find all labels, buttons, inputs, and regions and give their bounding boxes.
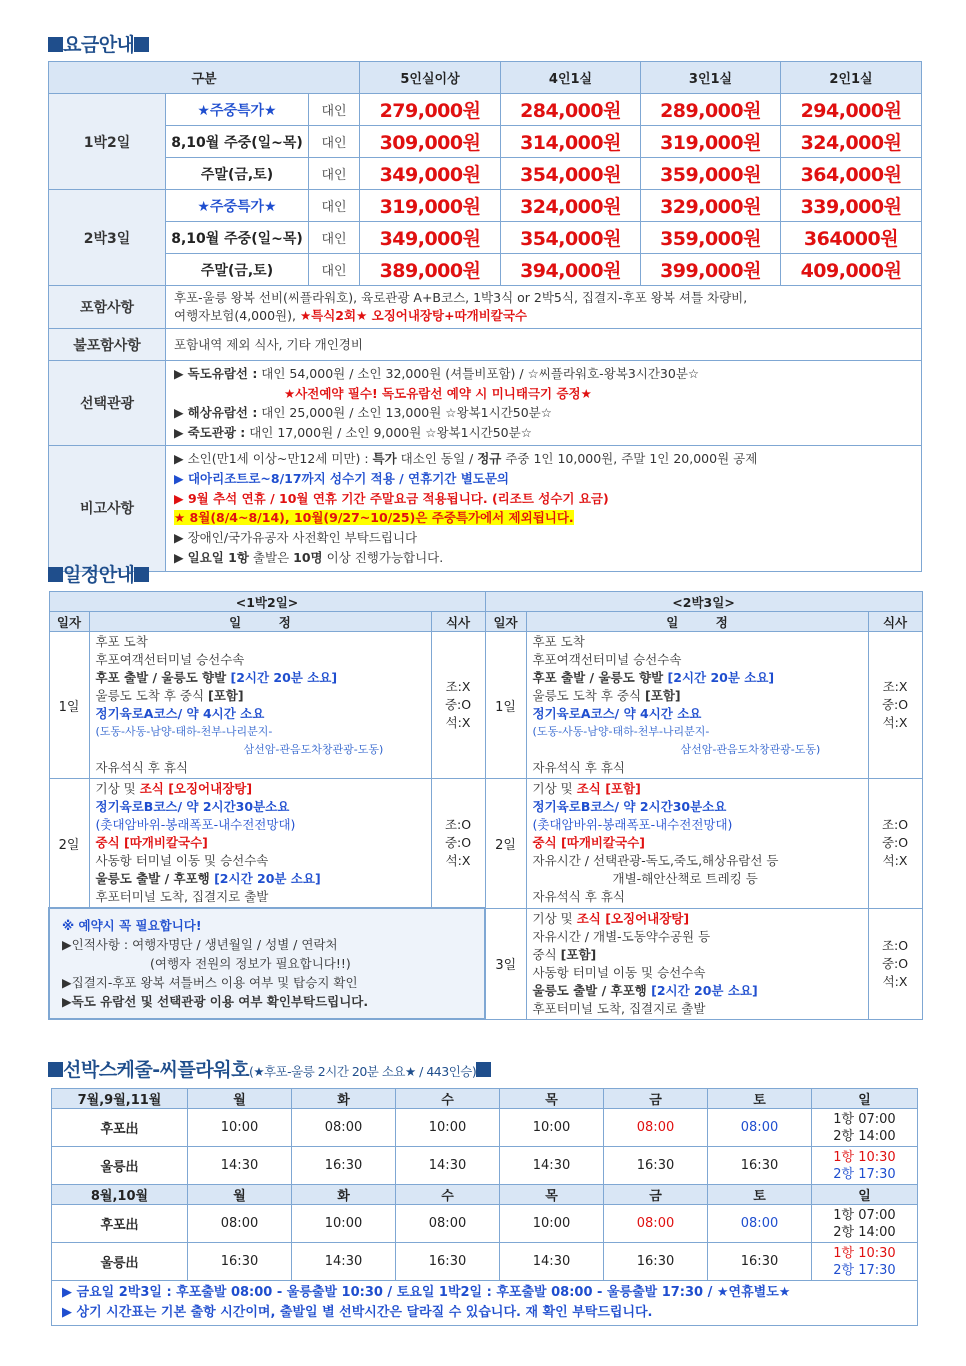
optional-jukdo-label: 죽도관광 :	[187, 424, 246, 440]
meal-cell	[868, 632, 922, 779]
plan-lunch: 중식 [따개비칼국수]	[532, 835, 645, 851]
optional-sea-price: 대인 25,000원 / 소인 13,000원 ☆왕복1시간50분☆	[257, 405, 552, 420]
day-thu: 목	[500, 1185, 604, 1205]
remarks-line: ▶ 9월 추석 연휴 / 10월 연휴 기간 주말요금 적용됩니다. (리조트 성수기 요금)	[174, 490, 609, 506]
plan-arrive: 울릉도 도착 후 중식	[95, 688, 208, 703]
adult-label: 대인	[309, 254, 360, 286]
fee-title-text: 요금안내	[63, 34, 135, 56]
row-label: 8,10월 주중(일~목)	[166, 126, 309, 158]
remark-child: 소인(만1세 이상~만12세 미만) :	[187, 451, 373, 466]
row-label: 주말(금,토)	[166, 254, 309, 286]
ship-footnote	[52, 1281, 918, 1326]
plan-depart: 후포 출발 / 울릉도 향발	[95, 670, 231, 685]
included-line	[174, 307, 913, 325]
plan-line	[533, 687, 862, 705]
meal-cell	[431, 632, 485, 779]
time-cell: 08:00	[604, 1109, 708, 1147]
adult-label: 대인	[309, 190, 360, 222]
col-plan: 일 정	[89, 612, 431, 632]
time-cell: 08:00	[604, 1205, 708, 1243]
note-title: ※ 예약시 꼭 필요합니다!	[62, 918, 202, 933]
day-fri: 금	[604, 1089, 708, 1109]
plan-breakfast: 조식 [포함]	[576, 781, 641, 797]
hupo-label: 후포出	[52, 1109, 188, 1147]
note-line: ▶집결지-후포 왕복 셔틀버스 이용 여부 및 탑승지 확인	[62, 975, 358, 990]
sun-first: 1항 10:30	[833, 1149, 896, 1165]
plan-line	[96, 780, 425, 798]
time-cell: 08:00	[292, 1109, 396, 1147]
plan-wake: 기상 및	[532, 910, 577, 926]
plan-line	[533, 780, 862, 798]
plan-course-a: 정기육로A코스/ 약 4시간 소요	[532, 706, 702, 721]
plan-included: [포함]	[208, 688, 244, 703]
excluded-text: 포함내역 제외 식사, 기타 개인경비	[166, 329, 922, 361]
plan-line: 후포 도착	[95, 634, 148, 649]
price-cell: 409,000원	[781, 254, 922, 286]
plan-duration: [2시간 20분 소요]	[667, 670, 775, 685]
note-line: ▶인적사항 : 여행자명단 / 생년월일 / 성별 / 연락처	[62, 937, 338, 952]
day1-plan-b	[526, 632, 868, 779]
ulleung-label: 울릉出	[52, 1243, 188, 1281]
price-header-category: 구분	[49, 62, 360, 94]
price-cell: 349,000원	[360, 158, 501, 190]
square-bullet-icon	[48, 37, 63, 52]
plan-line	[96, 687, 425, 705]
price-header-3p: 3인1실	[641, 62, 781, 94]
price-cell: 324,000원	[501, 190, 641, 222]
time-cell: 10:00	[500, 1109, 604, 1147]
price-header-5p: 5인실이상	[360, 62, 501, 94]
price-cell: 354,000원	[501, 222, 641, 254]
optional-reservation-note: ★사전예약 필수! 독도유람선 예약 시 미니태극기 증정★	[284, 385, 592, 401]
time-cell: 10:00	[188, 1109, 292, 1147]
included-line: 후포-울릉 왕복 선비(씨플라워호), 육로관광 A+B코스, 1박3식 or 2박5식, 집결지-후포 왕복 셔틀 차량비,	[174, 290, 748, 305]
price-cell: 319,000원	[360, 190, 501, 222]
plan-course-a: 정기육로A코스/ 약 4시간 소요	[95, 706, 265, 721]
plan-depart: 울릉도 출발 / 후포행	[532, 982, 652, 998]
plan-course-b: 정기육로B코스/ 약 2시간30분소요	[532, 799, 727, 815]
plan-line	[96, 669, 425, 687]
meal-dinner: 석:X	[882, 853, 908, 869]
time-cell: 16:30	[604, 1243, 708, 1281]
price-header-4p: 4인1실	[501, 62, 641, 94]
remark-min: 이상 진행가능합니다.	[322, 549, 444, 565]
optional-line: ▶ 해상유람선 : 대인 25,000원 / 소인 13,000원 ☆왕복1시간50분☆	[174, 405, 552, 420]
remarks-line: ▶ 장애인/국가유공자 사전확인 부탁드립니다	[174, 530, 418, 546]
footnote-line: ▶ 상기 시간표는 기본 출항 시간이며, 출발일 별 선박시간은 달라질 수 있습니다. 재 확인 부탁드립니다.	[62, 1305, 653, 1320]
price-cell: 364000원	[781, 222, 922, 254]
price-cell: 364,000원	[781, 158, 922, 190]
day-cell: 1일	[485, 632, 526, 779]
remarks-line: ▶ 소인(만1세 이상~만12세 미만) : 특가 대소인 동일 / 정규 주중 1인 10,000원, 주말 1인 20,000원 공제	[174, 451, 758, 466]
adult-label: 대인	[309, 158, 360, 190]
sun-time-cell	[812, 1147, 918, 1185]
remark-holiday: 9월 추석 연휴 / 10월 연휴 기간 주말요금 적용됩니다. (리조트 성수기 요금)	[187, 490, 609, 506]
plan-breakfast: 조식 [오징어내장탕]	[139, 781, 253, 796]
meal-cell	[868, 908, 922, 1019]
price-header-2p: 2인1실	[781, 62, 922, 94]
plan-line: 자유석식 후 휴식	[532, 889, 626, 905]
plan-line	[533, 669, 862, 687]
sun-second: 2항 14:00	[833, 1224, 896, 1240]
time-cell: 08:00	[396, 1205, 500, 1243]
remark-special: 특가	[372, 451, 397, 466]
day-sat: 토	[708, 1089, 812, 1109]
plan-wake: 기상 및	[95, 781, 140, 796]
plan-line: 자유시간 / 선택관광-독도,죽도,해상유람선 등	[532, 853, 779, 869]
adult-label: 대인	[309, 126, 360, 158]
time-cell: 16:30	[604, 1147, 708, 1185]
plan-route: (도동-사동-남양-태하-천부-나리분지-	[95, 725, 273, 738]
day-fri: 금	[604, 1185, 708, 1205]
price-cell: 394,000원	[501, 254, 641, 286]
plan-line: 후포터미널 도착, 집결지로 출발	[532, 1000, 706, 1016]
optional-sea-label: 해상유람선 :	[187, 405, 258, 420]
plan-line: 자유시간 / 개별-도동약수공원 등	[532, 928, 711, 944]
meal-breakfast: 조:X	[882, 679, 908, 694]
period-label: 7월,9월,11월	[52, 1089, 188, 1109]
remark-resort: 대아리조트로~8/17까지 성수기 적용 / 연휴기간 별도문의	[187, 470, 510, 486]
note-line: (여행자 전원의 정보가 필요합니다!!)	[150, 956, 351, 971]
plan-route: (도동-사동-남양-태하-천부-나리분지-	[532, 725, 710, 738]
time-cell: 16:30	[292, 1147, 396, 1185]
optional-jukdo-price: 대인 17,000원 / 소인 9,000원 ☆왕복1시간50분☆	[245, 424, 532, 440]
remark-regular: 정규	[477, 451, 502, 466]
sun-time-cell	[812, 1205, 918, 1243]
excluded-label: 불포함사항	[49, 329, 166, 361]
price-cell: 319,000원	[641, 126, 781, 158]
time-cell: 14:30	[396, 1147, 500, 1185]
meal-lunch: 중:O	[444, 835, 472, 850]
price-cell: 284,000원	[501, 94, 641, 126]
day-cell: 1일	[49, 632, 89, 779]
time-cell: 14:30	[500, 1243, 604, 1281]
col-day: 일자	[49, 612, 89, 632]
optional-dokdo-label: 독도유람선 :	[187, 366, 258, 381]
meal-lunch: 중:O	[444, 697, 472, 712]
day-cell: 2일	[485, 779, 526, 909]
included-insurance: 여행자보험(4,000원),	[174, 308, 300, 323]
remark-same: 대소인 동일 /	[396, 451, 478, 466]
remarks-line: ▶ 일요일 1항 출발은 10명 이상 진행가능합니다.	[174, 549, 444, 565]
day-mon: 월	[188, 1089, 292, 1109]
group-name: 2박3일	[49, 190, 166, 286]
meal-dinner: 석:X	[445, 715, 471, 730]
plan-line: 후포여객선터미널 승선수속	[532, 652, 682, 667]
plan-included: [포함]	[560, 946, 597, 962]
sun-second: 2항 17:30	[833, 1262, 896, 1278]
col-meal: 식사	[868, 612, 922, 632]
sun-first: 1항 10:30	[833, 1245, 896, 1261]
itinerary-a-title: <1박2일>	[49, 592, 485, 612]
remark-depart: 출발은	[248, 549, 294, 565]
fee-section-title	[48, 30, 149, 57]
plan-depart: 울릉도 출발 / 후포행	[95, 871, 215, 886]
plan-line: 자유석식 후 휴식	[532, 760, 626, 775]
col-day: 일자	[485, 612, 526, 632]
time-cell: 10:00	[500, 1205, 604, 1243]
meal-breakfast: 조:O	[881, 937, 909, 953]
price-cell: 359,000원	[641, 222, 781, 254]
time-cell: 08:00	[188, 1205, 292, 1243]
plan-route: (촛대암바위-봉래폭포-내수전전망대)	[95, 817, 296, 832]
day-tue: 화	[292, 1089, 396, 1109]
meal-lunch: 중:O	[881, 697, 909, 712]
square-bullet-icon	[48, 567, 63, 582]
time-cell: 16:30	[708, 1243, 812, 1281]
plan-included: [포함]	[645, 688, 681, 703]
sun-second: 2항 14:00	[833, 1128, 896, 1144]
adult-label: 대인	[309, 94, 360, 126]
time-cell: 14:30	[188, 1147, 292, 1185]
square-bullet-icon	[476, 1062, 491, 1077]
ulleung-label: 울릉出	[52, 1147, 188, 1185]
price-table	[48, 61, 922, 572]
day-thu: 목	[500, 1089, 604, 1109]
square-bullet-icon	[134, 567, 149, 582]
day-cell: 2일	[49, 779, 89, 909]
optional-line: ▶ 죽도관광 : 대인 17,000원 / 소인 9,000원 ☆왕복1시간50분☆	[174, 424, 532, 440]
sun-second: 2항 17:30	[833, 1166, 896, 1182]
plan-line	[533, 946, 862, 964]
meal-breakfast: 조:X	[445, 679, 471, 694]
col-plan: 일 정	[526, 612, 868, 632]
day3-plan-b	[526, 908, 868, 1019]
reservation-note	[49, 908, 485, 1019]
day-sat: 토	[708, 1185, 812, 1205]
square-bullet-icon	[134, 37, 149, 52]
plan-line: 개별-해안산책로 트레킹 등	[612, 871, 758, 887]
ship-subtitle: (★후포-울릉 2시간 20분 소요★ / 443인승)	[248, 1064, 477, 1079]
row-label: 8,10월 주중(일~목)	[166, 222, 309, 254]
included-text	[166, 286, 922, 329]
day-wed: 수	[396, 1089, 500, 1109]
price-cell: 289,000원	[641, 94, 781, 126]
plan-line	[533, 910, 862, 928]
optional-text	[166, 361, 922, 446]
hupo-label: 후포出	[52, 1205, 188, 1243]
meal-breakfast: 조:O	[881, 817, 909, 833]
row-label: ★주중특가★	[166, 94, 309, 126]
time-cell: 08:00	[708, 1205, 812, 1243]
plan-breakfast: 조식 [오징어내장탕]	[576, 910, 690, 926]
note-line: ▶독도 유람선 및 선택관광 이용 여부 확인부탁드립니다.	[62, 994, 369, 1009]
price-cell: 314,000원	[501, 126, 641, 158]
included-label: 포함사항	[49, 286, 166, 329]
plan-duration: [2시간 20분 소요]	[214, 871, 321, 886]
schedule-section-title	[48, 560, 149, 587]
time-cell: 10:00	[396, 1109, 500, 1147]
time-cell: 16:30	[188, 1243, 292, 1281]
day2-plan-b	[526, 779, 868, 909]
price-cell: 349,000원	[360, 222, 501, 254]
plan-route: 삼선암-관음도차창관광-도동)	[680, 743, 821, 756]
meal-dinner: 석:X	[882, 715, 908, 730]
sun-first: 1항 07:00	[833, 1207, 896, 1223]
time-cell: 10:00	[292, 1205, 396, 1243]
plan-line: 자유석식 후 휴식	[95, 760, 188, 775]
day-sun: 일	[812, 1089, 918, 1109]
remark-disabled: 장애인/국가유공자 사전확인 부탁드립니다	[187, 530, 418, 546]
schedule-title-text: 일정안내	[63, 564, 135, 586]
plan-wake: 기상 및	[532, 781, 577, 797]
meal-lunch: 중:O	[881, 835, 909, 851]
plan-route: 삼선암-관음도차창관광-도동)	[243, 743, 384, 756]
sun-first: 1항 07:00	[833, 1111, 896, 1127]
remarks-line	[174, 508, 913, 528]
remarks-line: ▶ 대아리조트로~8/17까지 성수기 적용 / 연휴기간 별도문의	[174, 470, 510, 486]
plan-line	[96, 870, 425, 888]
optional-line	[174, 364, 913, 384]
time-cell: 14:30	[292, 1243, 396, 1281]
day-mon: 월	[188, 1185, 292, 1205]
bullet: ▶	[174, 366, 188, 381]
plan-lunch: 중식 [따개비칼국수]	[95, 835, 208, 850]
day-cell: 3일	[485, 908, 526, 1019]
adult-label: 대인	[309, 222, 360, 254]
meal-dinner: 석:X	[882, 973, 908, 989]
day-tue: 화	[292, 1185, 396, 1205]
sun-time-cell	[812, 1243, 918, 1281]
day1-plan-a	[89, 632, 431, 779]
remark-sunday: 일요일 1항	[187, 549, 249, 565]
plan-route: (촛대암바위-봉래폭포-내수전전망대)	[532, 817, 733, 833]
time-cell: 14:30	[500, 1147, 604, 1185]
remarks-label: 비고사항	[49, 446, 166, 572]
plan-depart: 후포 출발 / 울릉도 향발	[532, 670, 668, 685]
price-cell: 389,000원	[360, 254, 501, 286]
itinerary-b-title: <2박3일>	[485, 592, 922, 612]
optional-label: 선택관광	[49, 361, 166, 446]
ship-schedule-table	[51, 1088, 918, 1326]
itinerary-table	[48, 591, 923, 1020]
row-label: 주말(금,토)	[166, 158, 309, 190]
price-cell: 399,000원	[641, 254, 781, 286]
plan-line: 후포여객선터미널 승선수속	[95, 652, 245, 667]
sun-time-cell	[812, 1109, 918, 1147]
plan-duration: [2시간 20분 소요]	[651, 982, 758, 998]
price-cell: 329,000원	[641, 190, 781, 222]
remark-ten: 10명	[293, 549, 323, 565]
ship-section-title	[48, 1055, 491, 1082]
plan-line	[533, 982, 862, 1000]
plan-lunch: 중식	[532, 946, 561, 962]
col-meal: 식사	[431, 612, 485, 632]
plan-line: 사동항 터미널 이동 및 승선수속	[95, 853, 269, 868]
optional-dokdo-price: 대인 54,000원 / 소인 32,000원 (셔틀비포함) / ☆씨플라워호-왕복3시간30분☆	[257, 366, 700, 381]
plan-line: 사동항 터미널 이동 및 승선수속	[532, 964, 706, 980]
day-sun: 일	[812, 1185, 918, 1205]
remark-deduct: 주중 1인 10,000원, 주말 1인 20,000원 공제	[501, 451, 758, 466]
price-cell: 359,000원	[641, 158, 781, 190]
price-cell: 354,000원	[501, 158, 641, 190]
remark-excluded-dates: ★ 8월(8/4~8/14), 10월(9/27~10/25)은 주중특가에서 제외됩니다.	[174, 510, 574, 526]
plan-arrive: 울릉도 도착 후 중식	[532, 688, 646, 703]
ship-title-text: 선박스케줄-씨플라워호	[63, 1059, 249, 1081]
row-label: ★주중특가★	[166, 190, 309, 222]
plan-course-b: 정기육로B코스/ 약 2시간30분소요	[95, 799, 290, 814]
square-bullet-icon	[48, 1062, 63, 1077]
day2-plan-a	[89, 779, 431, 909]
meal-breakfast: 조:O	[444, 817, 472, 832]
price-cell: 294,000원	[781, 94, 922, 126]
meal-cell	[431, 779, 485, 909]
period-label: 8월,10월	[52, 1185, 188, 1205]
included-special-meal: ★특식2회★ 오징어내장탕+따개비칼국수	[299, 308, 527, 323]
price-cell: 279,000원	[360, 94, 501, 126]
remarks-text	[166, 446, 922, 572]
meal-cell	[868, 779, 922, 909]
time-cell: 16:30	[708, 1147, 812, 1185]
price-cell: 309,000원	[360, 126, 501, 158]
plan-duration: [2시간 20분 소요]	[230, 670, 338, 685]
meal-dinner: 석:X	[445, 853, 471, 868]
day-wed: 수	[396, 1185, 500, 1205]
plan-line: 후포 도착	[532, 634, 585, 649]
plan-line: 후포터미널 도착, 집결지로 출발	[95, 889, 269, 904]
time-cell: 08:00	[708, 1109, 812, 1147]
price-cell: 324,000원	[781, 126, 922, 158]
meal-lunch: 중:O	[881, 955, 909, 971]
price-cell: 339,000원	[781, 190, 922, 222]
footnote-line: ▶ 금요일 2박3일 : 후포출발 08:00 - 울릉출발 10:30 / 토요일 1박2일 : 후포출발 08:00 - 울릉출발 17:30 / ★연휴별도★	[62, 1285, 791, 1300]
group-name: 1박2일	[49, 94, 166, 190]
time-cell: 16:30	[396, 1243, 500, 1281]
